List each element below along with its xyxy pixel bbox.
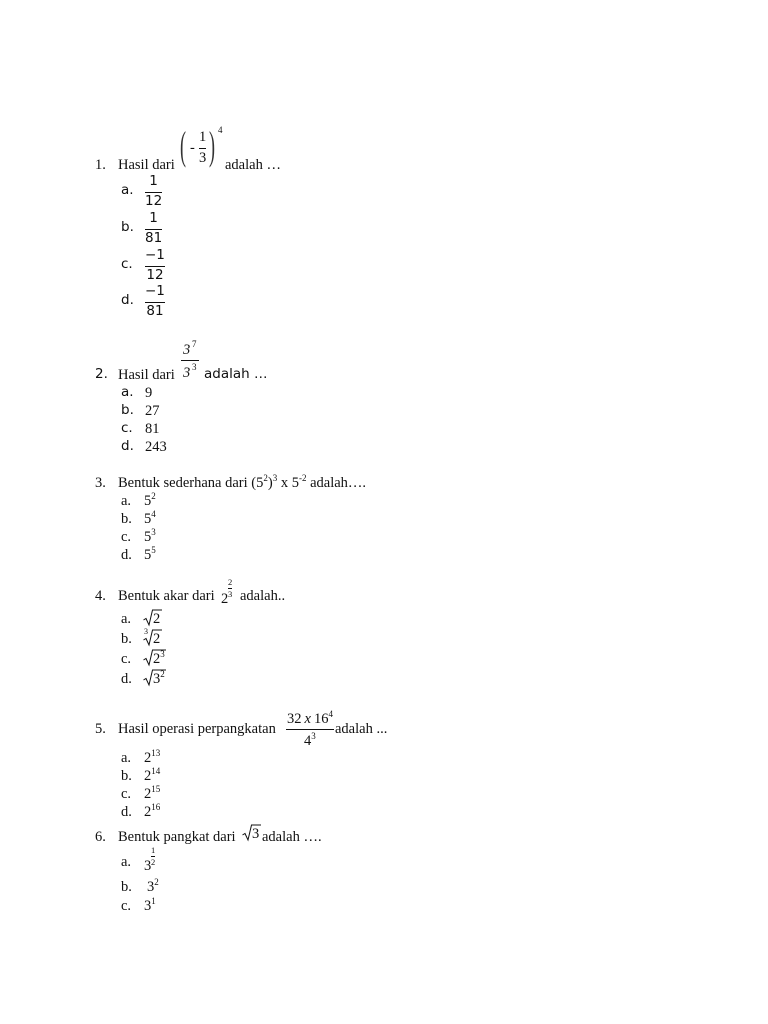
base: 2 [144, 786, 152, 802]
radicand-base: 3 [153, 671, 161, 687]
close-paren: ) [267, 475, 273, 491]
exponent-denominator: 3 [228, 588, 233, 599]
option-label: c. [121, 651, 132, 667]
base: 5 [144, 511, 152, 527]
option-label: b. [121, 511, 132, 527]
exponent: 13 [151, 748, 161, 758]
option-label: a. [121, 384, 134, 400]
option-label: b. [121, 879, 132, 895]
option-label: c. [121, 786, 132, 802]
exponent: 4 [218, 125, 223, 135]
option-label: c. [121, 420, 133, 436]
radicand-exponent: 2 [160, 669, 165, 679]
radicand-base: 2 [153, 651, 161, 667]
base: 5 [144, 529, 152, 545]
option-label: d. [121, 547, 132, 563]
question-number: 5. [95, 721, 106, 737]
option-value: 243 [145, 439, 167, 455]
fraction-bar [181, 360, 199, 361]
denominator-base: 3 [183, 365, 191, 381]
question-number: 2. [95, 366, 108, 382]
option-label: a. [121, 854, 132, 870]
base: 3 [147, 879, 155, 895]
numerator: 1 [149, 173, 158, 189]
base: 5 [144, 493, 152, 509]
option-label: b. [121, 631, 132, 647]
option-label: a. [121, 182, 134, 198]
numerator [287, 709, 333, 727]
question-number: 4. [95, 588, 106, 604]
root-index: 3 [144, 627, 148, 636]
base: 2 [144, 750, 152, 766]
base: 2 [221, 591, 229, 607]
exponent-fraction [228, 578, 232, 598]
option-fraction [145, 175, 162, 208]
question-text-after: adalah.. [240, 588, 286, 604]
exponent: 4 [151, 509, 156, 519]
exponent-numerator: 1 [151, 845, 156, 855]
exponent: 5 [151, 545, 156, 555]
exponent-fraction [151, 846, 155, 866]
option-value [144, 748, 161, 766]
radicand: 2 [153, 631, 161, 647]
times-symbol: x [304, 711, 311, 727]
option-value [144, 896, 156, 914]
exponent-denominator: 2 [151, 856, 156, 867]
option-value [147, 877, 159, 895]
radicand [153, 649, 165, 667]
numerator-exponent: 7 [192, 339, 197, 349]
question-text: Hasil dari [118, 367, 175, 383]
exponent: 2 [151, 491, 156, 501]
denominator: 3 [199, 149, 207, 166]
option-label: b. [121, 219, 134, 235]
numerator: 1 [199, 129, 207, 145]
exponent: 2 [154, 877, 159, 887]
numerator-exponent: 4 [328, 709, 333, 719]
radicand: 3 [252, 826, 260, 842]
text-before: Bentuk sederhana dari (5 [118, 475, 264, 491]
question-text: Bentuk akar dari [118, 588, 215, 604]
denominator: 12 [146, 266, 164, 283]
denominator: 81 [145, 229, 163, 246]
option-label: d. [121, 438, 134, 454]
question-text: Hasil operasi perpangkatan [118, 721, 276, 737]
inner-exponent: 2 [263, 473, 268, 483]
minus-sign: - [190, 140, 195, 156]
option-label: a. [121, 750, 132, 766]
question-number: 3. [95, 475, 106, 491]
denominator: 81 [146, 302, 164, 319]
option-value [144, 802, 161, 820]
base: 3 [144, 898, 152, 914]
denominator-exponent: 3 [192, 362, 197, 372]
option-label: a. [121, 493, 132, 509]
numerator-b: 16 [313, 711, 329, 727]
option-label: c. [121, 256, 133, 272]
numerator: −1 [145, 283, 165, 299]
negative-exponent: -2 [298, 473, 307, 483]
question-number: 6. [95, 829, 106, 845]
paren-open: ( [180, 123, 186, 168]
option-fraction [145, 249, 165, 282]
question-text-after: adalah … [225, 157, 281, 173]
question-number: 1. [95, 157, 106, 173]
option-value [144, 527, 156, 545]
exponent: 3 [151, 527, 156, 537]
option-value [144, 509, 156, 527]
question-text-after: adalah … [204, 366, 268, 382]
outer-exponent: 3 [272, 473, 278, 483]
denominator [304, 731, 316, 749]
base: 2 [144, 768, 152, 784]
exponent-numerator: 2 [228, 577, 233, 587]
option-label: c. [121, 898, 132, 914]
option-label: b. [121, 402, 134, 418]
option-value [144, 491, 156, 509]
denominator: 12 [145, 192, 163, 209]
option-label: a. [121, 611, 132, 627]
option-fraction [145, 212, 162, 245]
question-text: Hasil dari [118, 157, 175, 173]
numerator: 1 [149, 210, 158, 226]
denominator-base: 4 [304, 733, 312, 749]
denominator-exponent: 3 [311, 731, 316, 741]
option-label: c. [121, 529, 132, 545]
exponent: 15 [151, 784, 161, 794]
base: 3 [144, 858, 152, 874]
fraction-bar [286, 729, 334, 730]
text-after: adalah…. [306, 475, 367, 491]
base: 5 [144, 547, 152, 563]
numerator: −1 [145, 247, 165, 263]
question-text-after: adalah ... [335, 721, 388, 737]
exponent: 14 [151, 766, 161, 776]
option-value: 81 [145, 421, 160, 437]
radicand-exponent: 3 [160, 649, 165, 659]
option-value [144, 784, 161, 802]
exponent: 1 [151, 896, 156, 906]
option-value: 27 [145, 403, 160, 419]
option-label: d. [121, 671, 132, 687]
fraction [199, 130, 206, 165]
paren-close: ) [209, 123, 215, 168]
question-text: Bentuk pangkat dari [118, 829, 236, 845]
option-fraction [145, 285, 165, 318]
fraction-bar [199, 148, 206, 149]
option-label: d. [121, 804, 132, 820]
exponent: 16 [151, 802, 161, 812]
option-value [144, 545, 156, 563]
option-value [144, 766, 161, 784]
numerator-a: 32 [287, 711, 302, 727]
radicand [153, 669, 165, 687]
base: 2 [144, 804, 152, 820]
option-label: d. [121, 292, 134, 308]
option-label: b. [121, 768, 132, 784]
option-value: 9 [145, 385, 153, 401]
numerator-base: 3 [183, 342, 191, 358]
question-text [118, 473, 367, 491]
question-text-after: adalah …. [262, 829, 322, 845]
radicand: 2 [153, 611, 161, 627]
times-text: x 5 [277, 475, 299, 491]
